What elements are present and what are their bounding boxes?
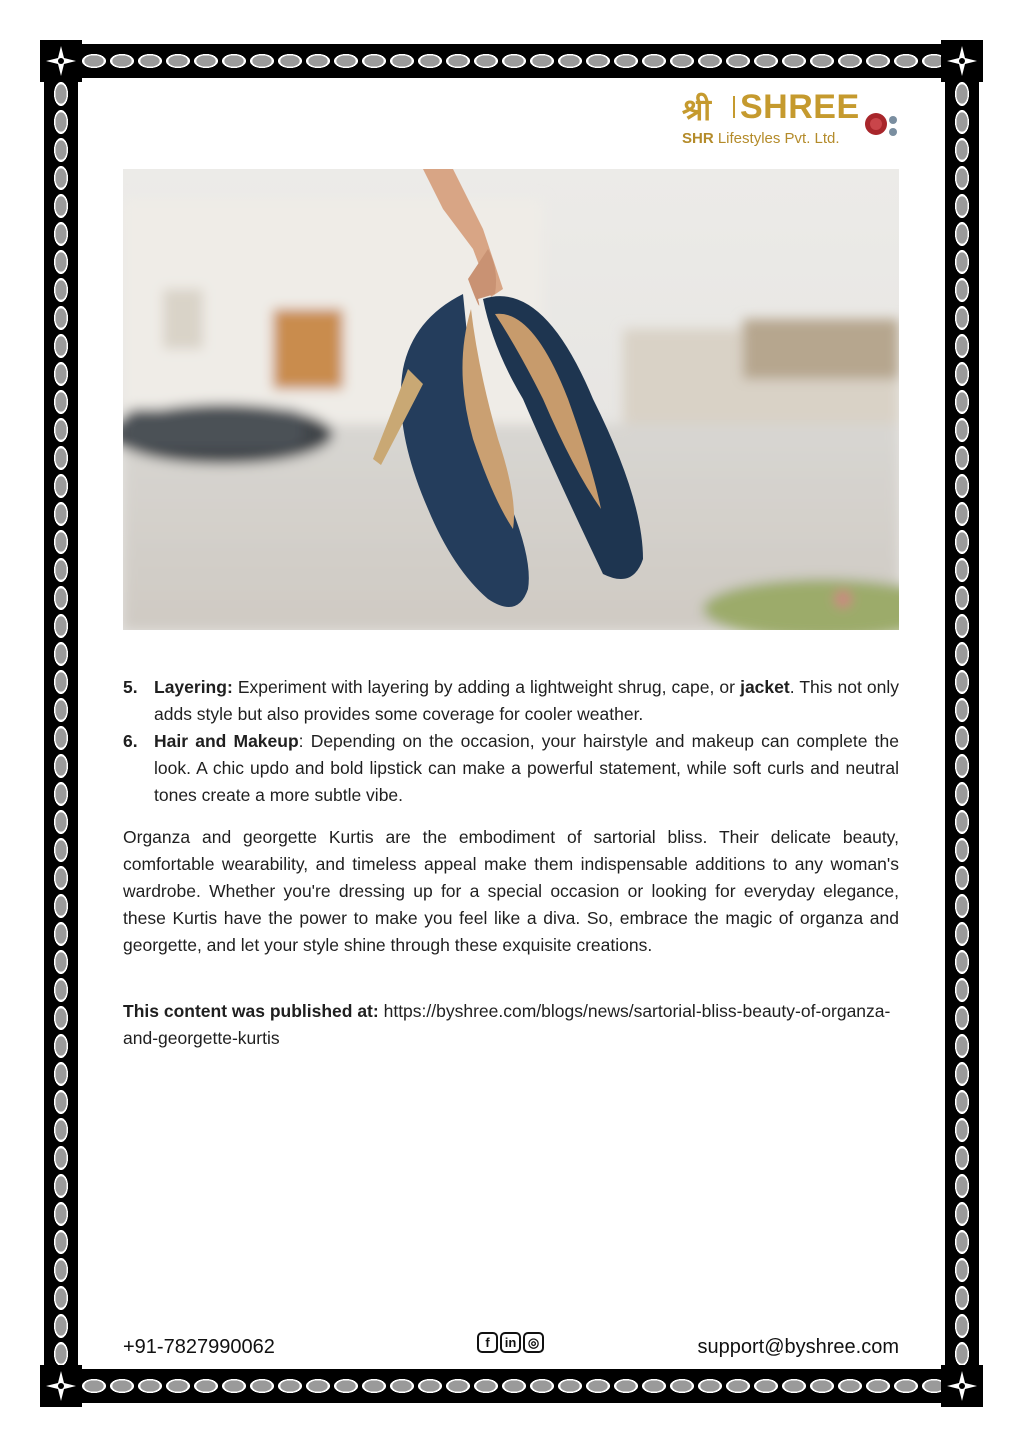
corner-ornament-icon	[941, 40, 983, 82]
top-border	[80, 44, 943, 78]
footer-phone[interactable]: +91-7827990062	[123, 1336, 275, 1358]
published-label: This content was published at:	[123, 1001, 379, 1021]
tips-list	[123, 674, 899, 809]
social-links	[477, 1332, 544, 1353]
bottom-border	[80, 1369, 943, 1403]
published-note	[123, 998, 899, 1052]
published-url-link[interactable]: https://byshree.com/blogs/news/sartorial-bliss-beauty-of-organza-and-georgette-kurtis	[123, 1001, 891, 1048]
list-item: 5. Layering: Experiment with layering by adding a lightweight shrug, cape, or jacket. This not only adds style but also provides some coverage for cooler weather.	[123, 674, 899, 728]
list-item-title: Layering:	[154, 677, 233, 697]
linkedin-icon[interactable]: in	[500, 1332, 521, 1353]
logo-separator	[733, 96, 735, 118]
left-border	[44, 80, 78, 1367]
instagram-icon[interactable]: ◎	[523, 1332, 544, 1353]
high-heel-shoes-photo-icon	[123, 169, 899, 630]
corner-ornament-icon	[40, 40, 82, 82]
body-paragraph: Organza and georgette Kurtis are the embodiment of sartorial bliss. Their delicate beauty, comfortable wearability, and timeless appeal make them indispensable additions to any woman's wardrobe. Whether you're dressing up for a special occasion or looking for everyday elegance, these Kurtis have the power to make you feel like a diva. So, embrace the magic of organza and georgette, and let your style shine through these exquisite creations.	[123, 827, 899, 955]
list-item-title: Hair and Makeup	[154, 731, 299, 751]
logo-wordmark: SHREE	[740, 88, 860, 126]
list-item: 6. Hair and Makeup: Depending on the occasion, your hairstyle and makeup can complete the look. A chic updo and bold lipstick can make a powerful statement, while soft curls and neutral tones create a more subtle vibe.	[123, 728, 899, 809]
corner-ornament-icon	[40, 1365, 82, 1407]
list-item-number: 5.	[123, 677, 138, 697]
corner-ornament-icon	[941, 1365, 983, 1407]
list-item-number: 6.	[123, 731, 138, 751]
right-border	[945, 80, 979, 1367]
logo-devanagari: श्री	[682, 93, 712, 128]
footer-email[interactable]: support@byshree.com	[697, 1336, 899, 1358]
facebook-icon[interactable]: f	[477, 1332, 498, 1353]
hero-image	[123, 169, 899, 630]
logo-flower-icon	[862, 110, 902, 142]
logo-company-name: SHR Lifestyles Pvt. Ltd.	[682, 130, 840, 147]
